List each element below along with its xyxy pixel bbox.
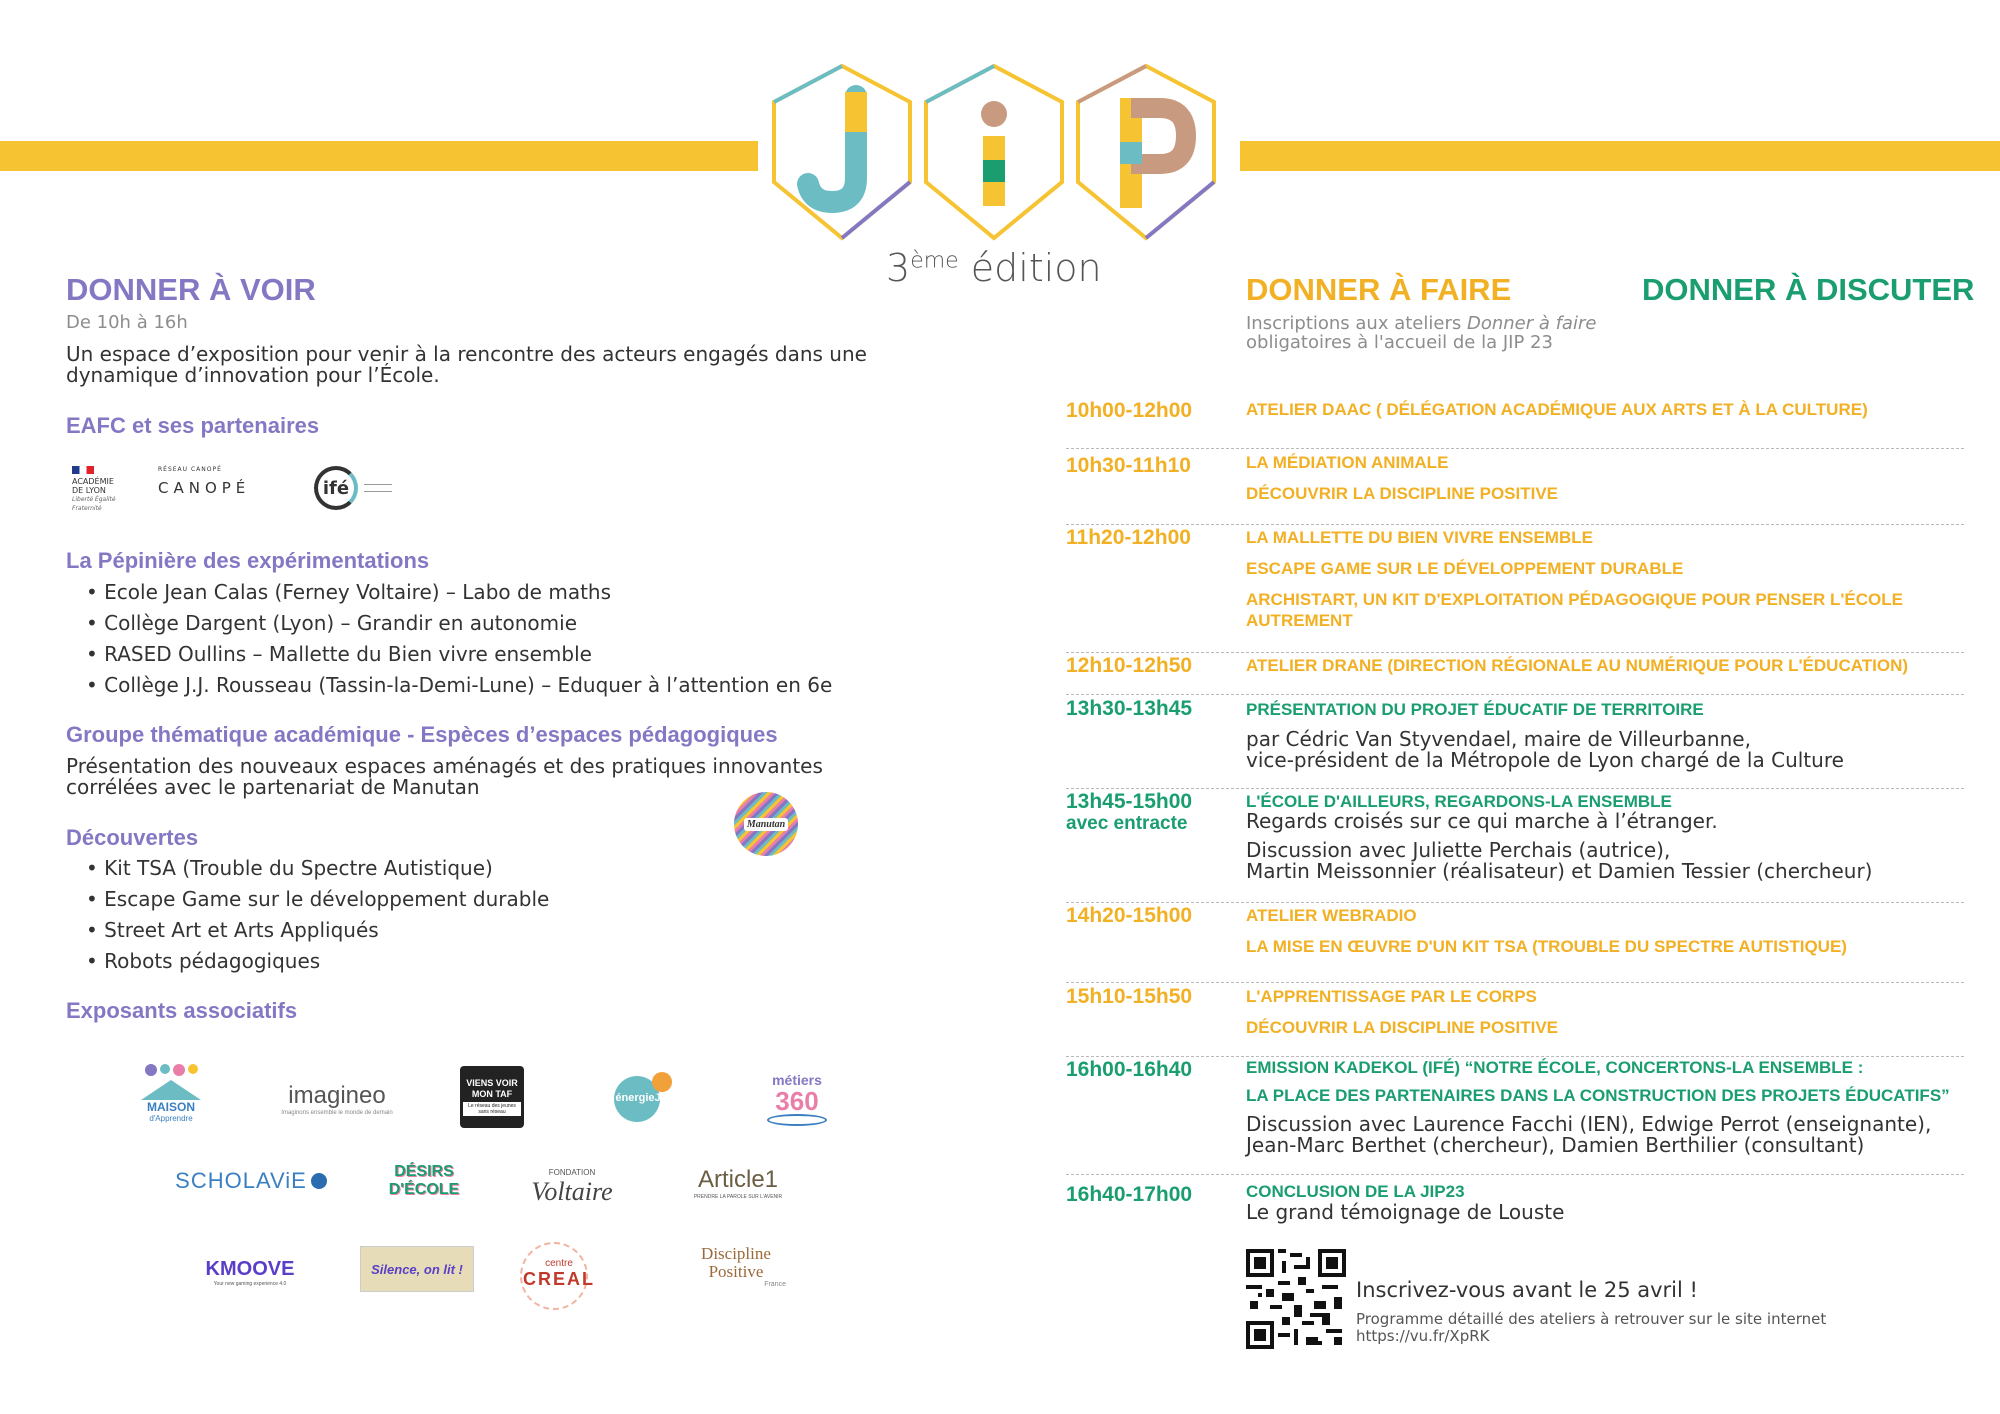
article1-name: Article1 (697, 1166, 779, 1193)
schedule-title: PRÉSENTATION DU PROJET ÉDUCATIF DE TERRITOIRE (1246, 700, 1704, 719)
schedule-title: LA MÉDIATION ANIMALE (1246, 453, 1449, 472)
kmoove-name: KMOOVE (205, 1257, 295, 1280)
schedule-desc: Jean-Marc Berthet (chercheur), Damien Berthilier (consultant) (1246, 1133, 1865, 1157)
list-item: • Escape Game sur le développement durable (86, 884, 549, 915)
schedule-title: EMISSION KADEKOL (IFÉ) “NOTRE ÉCOLE, CONCERTONS-LA ENSEMBLE : (1246, 1058, 1864, 1077)
schedule-row-3 (1066, 524, 1964, 653)
canope-logo (158, 466, 250, 497)
list-item: • Robots pédagogiques (86, 946, 549, 977)
discipline-name: Discipline Positive (701, 1243, 771, 1281)
footer-link[interactable]: https://vu.fr/XpRK (1356, 1327, 1490, 1345)
schedule-title: DÉCOUVRIR LA DISCIPLINE POSITIVE (1246, 1018, 1559, 1037)
voltaire-name: Voltaire (531, 1176, 613, 1206)
house-icon (141, 1080, 201, 1100)
schedule-row-4 (1066, 652, 1964, 695)
pepiniere-list (86, 577, 832, 701)
creal-name: CREAL (523, 1269, 595, 1289)
donner-a-faire-note (1246, 314, 1626, 352)
discipline-sub: France (764, 1280, 786, 1288)
schedule-desc: Martin Meissonnier (réalisateur) et Damien Tessier (chercheur) (1246, 859, 1873, 883)
scholavie-name: SCHOLAViE (175, 1168, 307, 1193)
edition-label (886, 246, 1102, 290)
list-item: • Collège J.J. Rousseau (Tassin-la-Demi-Lune) – Eduquer à l’attention en 6e (86, 670, 832, 701)
edition-word: édition (970, 246, 1102, 290)
list-item: • Collège Dargent (Lyon) – Grandir en autonomie (86, 608, 832, 639)
schedule-row-10 (1066, 1174, 1964, 1230)
creal-sub: centre (545, 1258, 573, 1269)
decouvertes-title: Découvertes (66, 825, 199, 850)
decouvertes-list (86, 853, 549, 977)
donner-a-voir-hours: De 10h à 16h (66, 312, 188, 333)
schedule-desc: Discussion avec Juliette Perchais (autrice), (1246, 838, 1671, 862)
note-suffix: obligatoires à l'accueil de la JIP 23 (1246, 332, 1553, 353)
list-item: • Ecole Jean Calas (Ferney Voltaire) – Labo de maths (86, 577, 832, 608)
pepiniere-title: La Pépinière des expérimentations (66, 548, 430, 573)
canope-name: CANOPÉ (158, 479, 251, 497)
groupe-text: Présentation des nouveaux espaces aménagés et des pratiques innovantes corrélées avec le partenariat de Manutan (66, 754, 823, 799)
note-prefix: Inscriptions aux ateliers (1246, 313, 1467, 334)
metiers-360: 360 (775, 1086, 819, 1116)
academie-line1: ACADÉMIE (72, 477, 114, 486)
ife-logo: ifé (314, 466, 358, 510)
schedule-title: ESCAPE GAME SUR LE DÉVELOPPEMENT DURABLE (1246, 559, 1684, 578)
letter-i-part2 (983, 160, 1005, 182)
creal-logo (514, 1236, 634, 1312)
exposants-title: Exposants associatifs (66, 998, 298, 1023)
schedule-desc: par Cédric Van Styvendael, maire de Villeurbanne, (1246, 727, 1751, 751)
schedule-time: 12h10-12h50 (1066, 654, 1193, 677)
header-band-left (0, 141, 758, 171)
schedule-title: L'APPRENTISSAGE PAR LE CORPS (1246, 987, 1537, 1006)
schedule-title: ATELIER DRANE (DIRECTION RÉGIONALE AU NUMÉRIQUE POUR L'ÉDUCATION) (1246, 656, 1909, 675)
schedule-title: ATELIER DAAC ( DÉLÉGATION ACADÉMIQUE AUX ARTS ET À LA CULTURE) (1246, 400, 1868, 419)
schedule-time: 16h00-16h40 (1066, 1058, 1193, 1081)
metiers-ring (767, 1114, 827, 1126)
maison-sub: d'Apprendre (149, 1113, 193, 1123)
vvmt-sub: Le réseau des jeunes sans réseau (463, 1102, 521, 1116)
letter-i-part3 (983, 182, 1005, 206)
schedule-time: 14h20-15h00 (1066, 904, 1193, 927)
manutan-logo-text: Manutan (744, 818, 788, 831)
schedule-title: CONCLUSION DE LA JIP23 (1246, 1182, 1465, 1201)
schedule-row-7 (1066, 902, 1964, 983)
donner-a-faire-title: DONNER À FAIRE (1246, 272, 1512, 307)
article1-logo (686, 1162, 790, 1204)
schedule-desc: Discussion avec Laurence Facchi (IEN), Edwige Perrot (enseignante), (1246, 1112, 1932, 1136)
header-band-right (1240, 141, 2000, 171)
academie-lyon-logo (72, 466, 132, 513)
schedule-title: L'ÉCOLE D'AILLEURS, REGARDONS-LA ENSEMBLE (1246, 792, 1672, 811)
letter-i-dot (981, 101, 1007, 127)
hexagon-j (774, 66, 910, 238)
schedule-row-2 (1066, 448, 1964, 525)
imagineo-logo (272, 1074, 402, 1124)
schedule-title: ARCHISTART, UN KIT D'EXPLOITATION PÉDAGOGIQUE POUR PENSER L'ÉCOLE AUTREMENT (1246, 590, 1903, 630)
schedule-time: 16h40-17h00 (1066, 1183, 1193, 1206)
jip-logo (768, 62, 1232, 244)
note-emphasis: Donner à faire (1466, 313, 1597, 334)
canope-small-label: RÉSEAU CANOPÉ (158, 466, 222, 473)
voltaire-sub: FONDATION (548, 1167, 596, 1177)
maison-name: MAISON (147, 1099, 195, 1114)
maison-apprendre-logo (128, 1054, 214, 1132)
donner-a-voir-intro: Un espace d’exposition pour venir à la rencontre des acteurs engagés dans une dynamique d’innovation pour l’École. (66, 342, 867, 387)
energie-name: énergieJEUNES (615, 1092, 699, 1104)
schedule-title: LA PLACE DES PARTENAIRES DANS LA CONSTRUCTION DES PROJETS ÉDUCATIFS” (1246, 1086, 1950, 1105)
schedule-time: 10h30-11h10 (1066, 454, 1191, 477)
donner-a-voir-title: DONNER À VOIR (66, 272, 316, 307)
schedule-time: 11h20-12h00 (1066, 526, 1191, 549)
donner-a-discuter-title: DONNER À DISCUTER (1642, 272, 1975, 307)
energie-jeunes-logo (610, 1072, 704, 1124)
desirs-d-ecole-logo (384, 1154, 464, 1208)
academie-motto: Liberté Égalité Fraternité (72, 496, 116, 512)
imagineo-sub: Imaginons ensemble le monde de demain (281, 1110, 393, 1116)
schedule-time-sub: avec entracte (1066, 813, 1188, 834)
schedule-desc: vice-président de la Métropole de Lyon chargé de la Culture (1246, 748, 1844, 772)
schedule-title: LA MISE EN ŒUVRE D'UN KIT TSA (TROUBLE DU SPECTRE AUTISTIQUE) (1246, 937, 1847, 956)
schedule-time: 10h00-12h00 (1066, 399, 1193, 422)
schedule-row-6 (1066, 788, 1964, 903)
ife-logo-tagline (364, 484, 392, 492)
metiers-name: métiers (772, 1072, 822, 1088)
schedule-time: 15h10-15h50 (1066, 985, 1193, 1008)
kmoove-sub: Your new gaming experience 4.0 (213, 1280, 287, 1287)
schedule-desc: Regards croisés sur ce qui marche à l’étranger. (1246, 809, 1718, 833)
footer-info (1356, 1311, 1826, 1345)
edition-superscript: ème (910, 248, 959, 274)
list-item: • Street Art et Arts Appliqués (86, 915, 549, 946)
groupe-title: Groupe thématique académique - Espèces d’espaces pédagogiques (66, 722, 778, 747)
energie-dot (652, 1072, 672, 1092)
maison-dots (145, 1064, 198, 1076)
list-item: • RASED Oullins – Mallette du Bien vivre ensemble (86, 639, 832, 670)
letter-i-part1 (983, 136, 1005, 160)
metiers-360-logo (762, 1066, 832, 1132)
edition-number: 3 (886, 246, 911, 290)
viens-voir-mon-taf-logo (460, 1066, 524, 1128)
letter-p-accent (1120, 142, 1142, 164)
fondation-voltaire-logo (526, 1150, 618, 1224)
footer-info-line1: Programme détaillé des ateliers à retrouver sur le site internet (1356, 1310, 1827, 1328)
schedule-time: 13h45-15h00 (1066, 790, 1193, 813)
vvmt-name: VIENS VOIR MON TAF (466, 1078, 518, 1099)
schedule-row-1 (1066, 396, 1964, 449)
schedule-title: DÉCOUVRIR LA DISCIPLINE POSITIVE (1246, 484, 1559, 503)
academie-line2: DE LYON (72, 486, 106, 495)
french-flag-icon (72, 466, 94, 474)
schedule-title: ATELIER WEBRADIO (1246, 906, 1417, 925)
letter-j-accent (845, 92, 867, 132)
schedule-title: LA MALLETTE DU BIEN VIVRE ENSEMBLE (1246, 528, 1593, 547)
list-item: • Kit TSA (Trouble du Spectre Autistique) (86, 853, 549, 884)
owl-icon (311, 1173, 327, 1189)
article1-sub: PRENDRE LA PAROLE SUR L'AVENIR (693, 1194, 783, 1200)
imagineo-name: imagineo (288, 1082, 386, 1109)
eafc-title: EAFC et ses partenaires (66, 413, 320, 438)
registration-cta: Inscrivez-vous avant le 25 avril ! (1356, 1278, 1698, 1302)
desirs-name: DÉSIRS D'ÉCOLE (388, 1163, 460, 1198)
manutan-logo (734, 792, 798, 856)
schedule-desc: Le grand témoignage de Louste (1246, 1200, 1565, 1224)
kmoove-logo (196, 1252, 304, 1292)
schedule-time: 13h30-13h45 (1066, 697, 1193, 720)
scholavie-logo (166, 1164, 336, 1198)
discipline-positive-logo (686, 1240, 786, 1292)
schedule-row-8 (1066, 982, 1964, 1057)
silence-on-lit-logo: Silence, on lit ! (360, 1246, 474, 1292)
schedule-row-9 (1066, 1056, 1964, 1175)
schedule-row-5 (1066, 694, 1964, 789)
qr-code-icon[interactable] (1246, 1249, 1346, 1349)
